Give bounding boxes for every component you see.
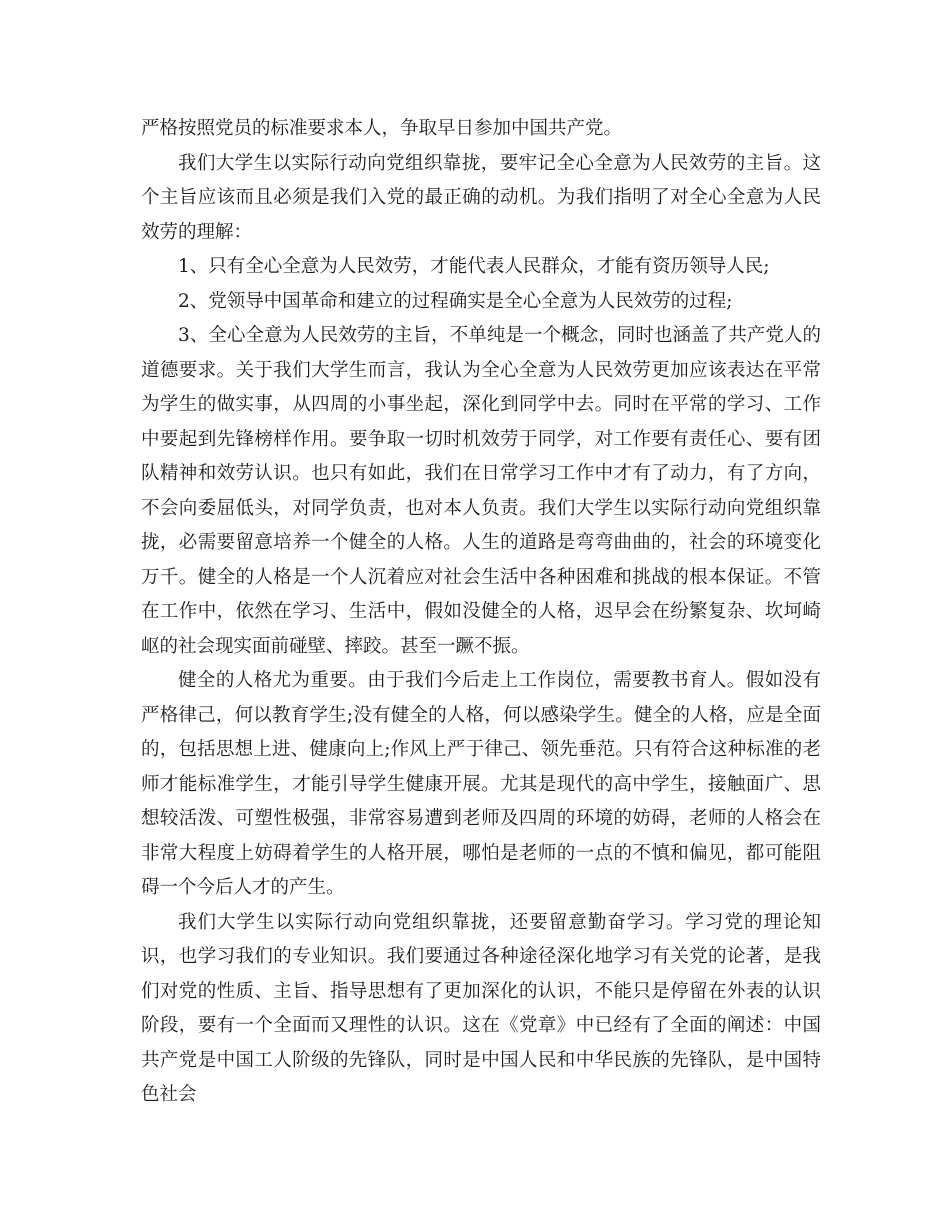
paragraph-1: 严格按照党员的标准要求本人，争取早日参加中国共产党。 — [141, 118, 623, 139]
document-body — [141, 112, 821, 1113]
paragraph-4: 2、党领导中国革命和建立的过程确实是全心全意为人民效劳的过程; — [178, 290, 733, 312]
paragraph-3: 1、只有全心全意为人民效劳，才能代表人民群众，才能有资历领导人民; — [178, 256, 770, 277]
paragraph-7: 我们大学生以实际行动向党组织靠拢，还要留意勤奋学习。学习党的理论知识，也学习我们的专业知识。我们要通过各种途径深化地学习有关党的论著，是我们对党的性质、主旨、指导思想有了更加深化的认识，不能只是停留在外表的认识阶段，要有一个全面而又理性的认识。这在《党章》中已经有了全面的阐述：中国共产党是中国工人阶级的先锋队，同时是中国人民和中华民族的先锋队，是中国特色社会 — [141, 911, 821, 1105]
paragraph-2: 我们大学生以实际行动向党组织靠拢，要牢记全心全意为人民效劳的主旨。这个主旨应该而且必须是我们入党的最正确的动机。为我们指明了对全心全意为人民效劳的理解： — [141, 152, 821, 243]
paragraph-5: 3、全心全意为人民效劳的主旨，不单纯是一个概念，同时也涵盖了共产党人的道德要求。关于我们大学生而言，我认为全心全意为人民效劳更加应该表达在平常为学生的做实事，从四周的小事坐起，深化到同学中去。同时在平常的学习、工作中要起到先锋榜样作用。要争取一切时机效劳于同学，对工作要有责任心、要有团队精神和效劳认识。也只有如此，我们在日常学习工作中才有了动力，有了方向，不会向委屈低头，对同学负责，也对本人负责。我们大学生以实际行动向党组织靠拢，必需要留意培养一个健全的人格。人生的道路是弯弯曲曲的，社会的环境变化万千。健全的人格是一个人沉着应对社会生活中各种困难和挑战的根本保证。不管在工作中，依然在学习、生活中，假如没健全的人格，迟早会在纷繁复杂、坎坷崎岖的社会现实面前碰壁、摔跤。甚至一蹶不振。 — [141, 325, 821, 657]
paragraph-6: 健全的人格尤为重要。由于我们今后走上工作岗位，需要教书育人。假如没有严格律己，何以教育学生;没有健全的人格，何以感染学生。健全的人格，应是全面的，包括思想上进、健康向上;作风上严于律己、领先垂范。只有符合这种标准的老师才能标准学生，才能引导学生健康开展。尤其是现代的高中学生，接触面广、思想较活泼、可塑性极强，非常容易遭到老师及四周的环境的妨碍，老师的人格会在非常大程度上妨碍着学生的人格开展，哪怕是老师的一点的不慎和偏见，都可能阻碍一个今后人才的产生。 — [141, 670, 821, 898]
